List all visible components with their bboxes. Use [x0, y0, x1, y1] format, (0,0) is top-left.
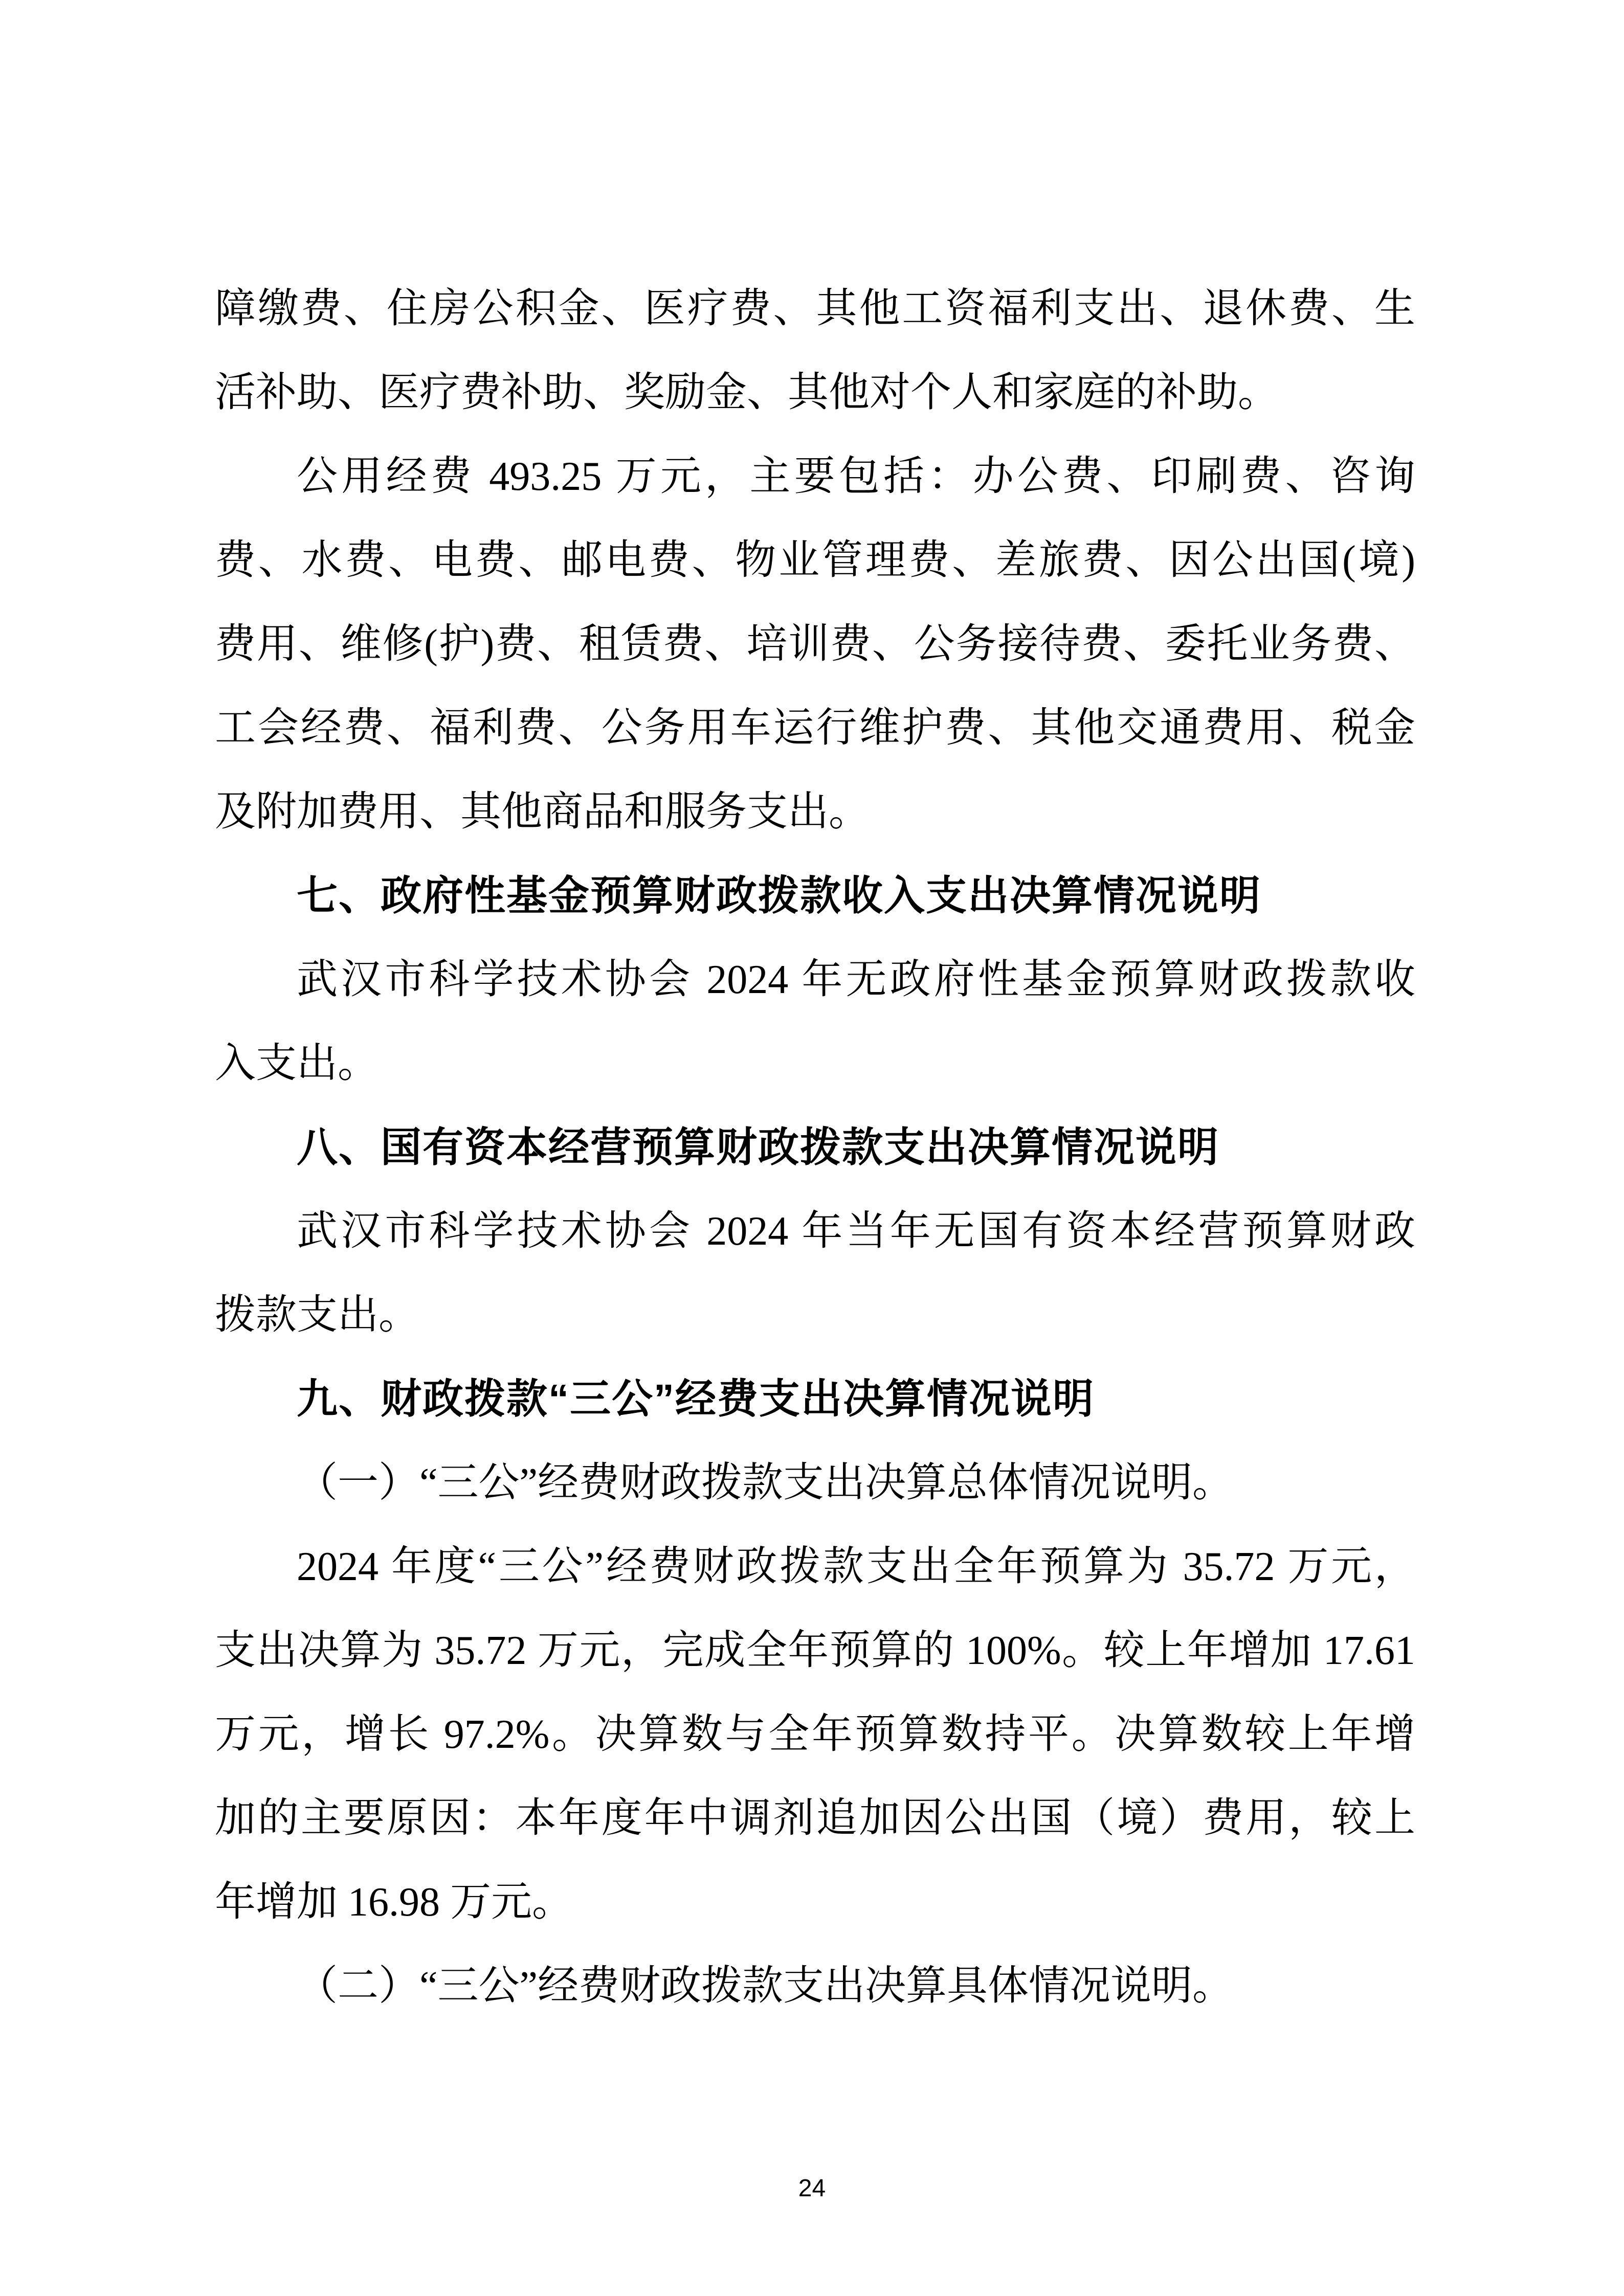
page-number: 24: [798, 2175, 826, 2202]
paragraph-line: 费、水费、电费、邮电费、物业管理费、差旅费、因公出国(境): [215, 538, 1415, 583]
paragraph-line: 支出决算为 35.72 万元，完成全年预算的 100%。较上年增加 17.61: [215, 1628, 1415, 1673]
paragraph-line: 拨款支出。: [215, 1293, 419, 1338]
paragraph-line: 工会经费、福利费、公务用车运行维护费、其他交通费用、税金: [215, 706, 1415, 751]
paragraph-line: 障缴费、住房公积金、医疗费、其他工资福利支出、退休费、生: [215, 286, 1415, 331]
paragraph-line: （一）“三公”经费财政拨款支出决算总体情况说明。: [297, 1460, 1234, 1505]
paragraph-line: 活补助、医疗费补助、奖励金、其他对个人和家庭的补助。: [215, 370, 1279, 415]
paragraph-line: 万元，增长 97.2%。决算数与全年预算数持平。决算数较上年增: [215, 1712, 1415, 1757]
paragraph-line: 加的主要原因：本年度年中调剂追加因公出国（境）费用，较上: [215, 1796, 1415, 1841]
document-body: [215, 267, 1415, 2028]
paragraph-line: 武汉市科学技术协会 2024 年当年无国有资本经营预算财政: [297, 1209, 1415, 1254]
section-heading-8: 八、国有资本经营预算财政拨款支出决算情况说明: [297, 1124, 1219, 1170]
paragraph-line: 武汉市科学技术协会 2024 年无政府性基金预算财政拨款收: [297, 957, 1415, 1002]
paragraph-line: 2024 年度“三公”经费财政拨款支出全年预算为 35.72 万元，: [297, 1544, 1415, 1589]
paragraph-line: 公用经费 493.25 万元，主要包括：办公费、印刷费、咨询: [297, 454, 1415, 499]
paragraph-line: 年增加 16.98 万元。: [215, 1880, 573, 1925]
section-heading-7: 七、政府性基金预算财政拨款收入支出决算情况说明: [297, 873, 1261, 918]
paragraph-line: 及附加费用、其他商品和服务支出。: [215, 790, 870, 835]
section-heading-9: 九、财政拨款“三公”经费支出决算情况说明: [297, 1376, 1095, 1422]
paragraph-line: 费用、维修(护)费、租赁费、培训费、公务接待费、委托业务费、: [215, 622, 1415, 667]
paragraph-line: （二）“三公”经费财政拨款支出决算具体情况说明。: [297, 1964, 1234, 2009]
paragraph-line: 入支出。: [215, 1041, 379, 1086]
